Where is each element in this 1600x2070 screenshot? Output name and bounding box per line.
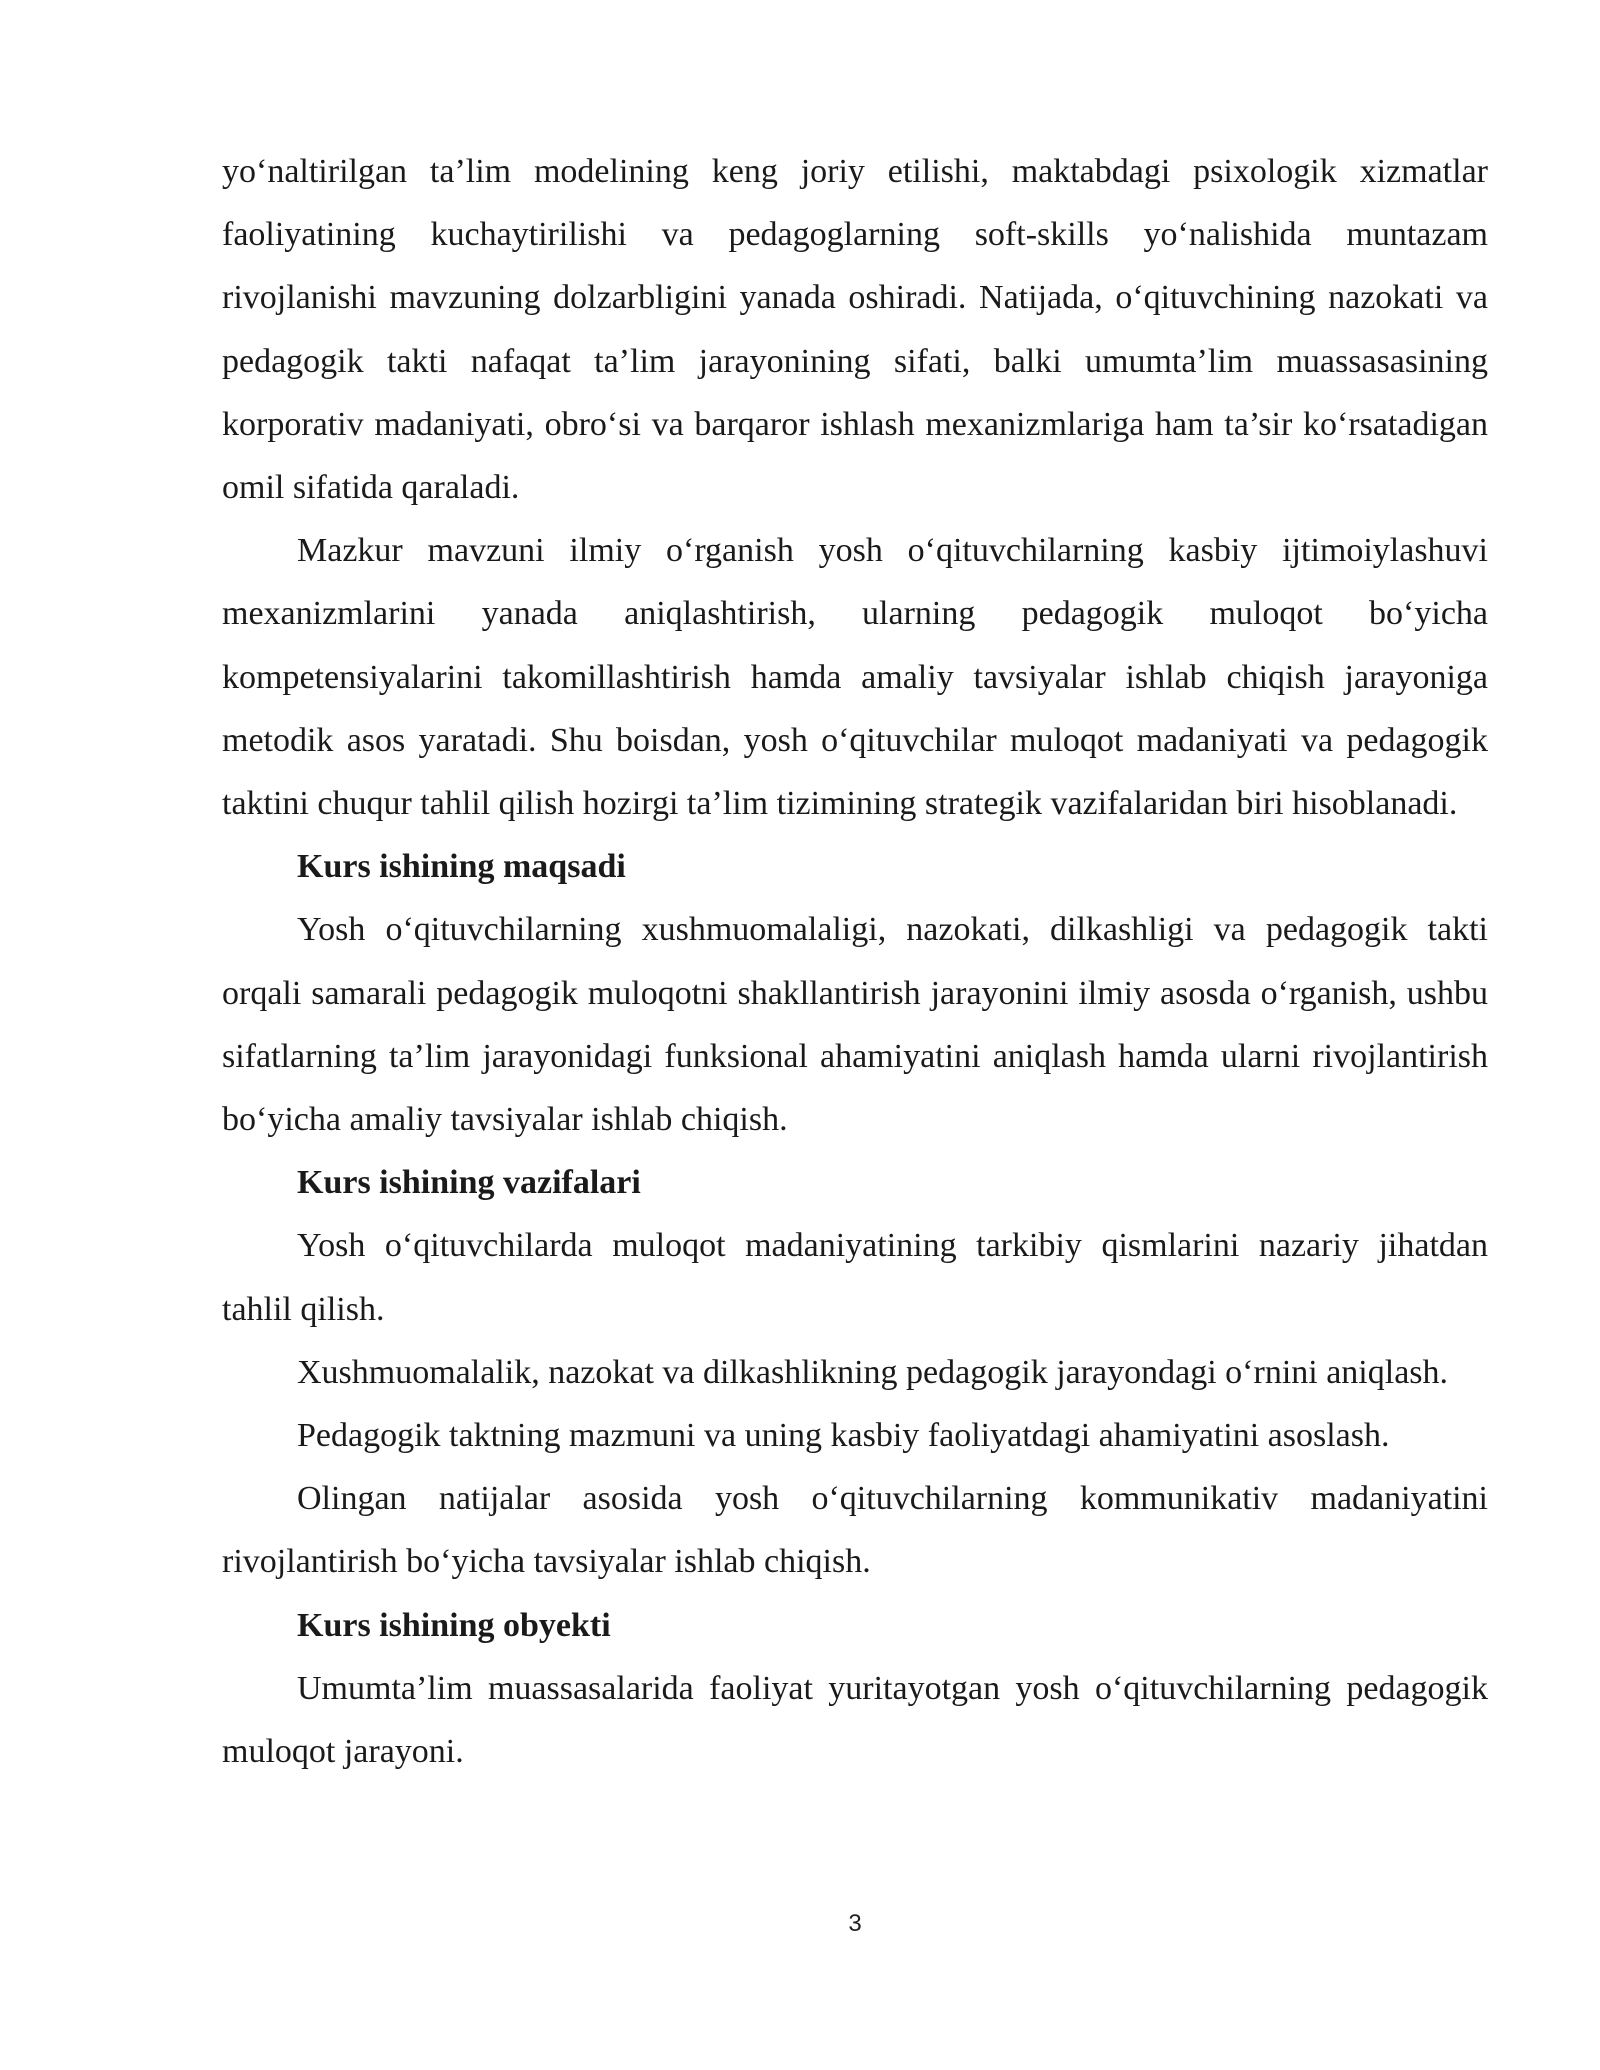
page-body — [222, 140, 1488, 1783]
heading-goal: Kurs ishining maqsadi — [297, 848, 626, 886]
task-item: Xushmuomalalik, nazokat va dilkashlikning pedagogik jarayondagi o‘rnini aniqlash. — [297, 1353, 1449, 1391]
heading-tasks: Kurs ishining vazifalari — [297, 1164, 641, 1202]
paragraph-goal: Yosh o‘qituvchilarning xushmuomalaligi, nazokati, dilkashligi va pedagogik takti orqali samarali pedagogik muloqotni shakllantirish jarayonini ilmiy asosda o‘rganish, ushbu sifatlarning ta’lim jarayonidagi funksional ahamiyatini aniqlash hamda ularni rivojlantirish bo‘yicha amaliy tavsiyalar ishlab chiqish. — [222, 911, 1488, 1139]
paragraph-relevance: Mazkur mavzuni ilmiy o‘rganish yosh o‘qituvchilarning kasbiy ijtimoiylashuvi mexanizmlarini yanada aniqlashtirish, ularning pedagogik muloqot bo‘yicha kompetensiyalarini takomillashtirish hamda amaliy tavsiyalar ishlab chiqish jarayoniga metodik asos yaratadi. Shu boisdan, yosh o‘qituvchilar muloqot madaniyati va pedagogik taktini chuqur tahlil qilish hozirgi ta’lim tizimining strategik vazifalaridan biri hisoblanadi. — [222, 532, 1488, 823]
page-number: 3 — [848, 1910, 862, 1937]
task-item: Pedagogik taktning mazmuni va uning kasbiy faoliyatdagi ahamiyatini asoslash. — [297, 1417, 1390, 1455]
heading-object: Kurs ishining obyekti — [297, 1606, 611, 1644]
task-item: Yosh o‘qituvchilarda muloqot madaniyatining tarkibiy qismlarini nazariy jihatdan tahlil qilish. — [222, 1227, 1488, 1328]
paragraph-object: Umumta’lim muassasalarida faoliyat yuritayotgan yosh o‘qituvchilarning pedagogik muloqot jarayoni. — [222, 1669, 1488, 1771]
paragraph-continuation: yo‘naltirilgan ta’lim modelining keng joriy etilishi, maktabdagi psixologik xizmatlar faoliyatining kuchaytirilishi va pedagoglarning soft-skills yo‘nalishida muntazam rivojlanishi mavzuning dolzarbligini yanada oshiradi. Natijada, o‘qituvchining nazokati va pedagogik takti nafaqat ta’lim jarayonining sifati, balki umumta’lim muassasasining korporativ madaniyati, obro‘si va barqaror ishlash mexanizmlariga ham ta’sir ko‘rsatadigan omil sifatida qaraladi. — [222, 153, 1488, 507]
task-item: Olingan natijalar asosida yosh o‘qituvchilarning kommunikativ madaniyatini rivojlantirish bo‘yicha tavsiyalar ishlab chiqish. — [222, 1480, 1488, 1581]
